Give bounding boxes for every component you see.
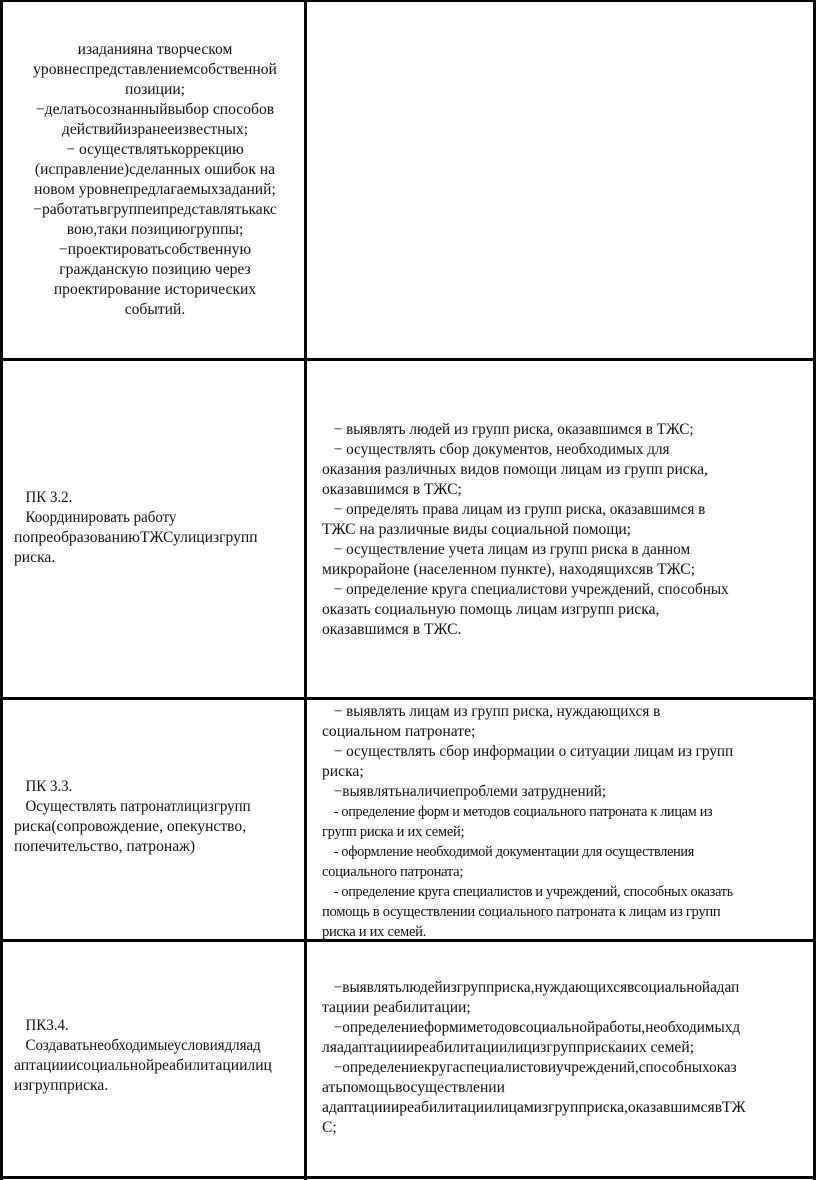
row3-skills xyxy=(322,702,810,942)
skill-line: тациии реабилитации; xyxy=(322,999,471,1016)
text-line: − осуществлятькоррекцию xyxy=(66,141,244,158)
skill-line: социальном патронате; xyxy=(322,723,476,740)
table-row-4 xyxy=(0,942,816,1178)
text-line: уровнеспредставлениемсобственной xyxy=(33,61,277,78)
skill-line: − выявлять лицам из групп риска, нуждающихся в xyxy=(333,703,661,720)
text-line: гражданскую позицию через xyxy=(59,261,251,278)
skill-line: −выявлятьналичиепроблеми затруднений; xyxy=(333,783,607,800)
text-line: вою,таки позициюгруппы; xyxy=(66,221,244,238)
skill-line: оказавшимся в ТЖС; xyxy=(322,481,462,498)
skill-line: микрорайоне (населенном пункте), находящихсяв ТЖС; xyxy=(322,561,695,578)
competency-title-line: попреобразованиюТЖСулицизгрупп xyxy=(14,529,258,546)
competency-title-line: Осуществлять патронатлицизгрупп xyxy=(25,798,251,815)
row4-skills xyxy=(322,978,810,1138)
skill-line: риска; xyxy=(322,763,364,780)
skill-line: С; xyxy=(322,1119,337,1136)
row1-left-text xyxy=(6,40,304,320)
skill-line: −определениекругаспециалистовиучреждений,способныхоказ xyxy=(333,1059,737,1076)
competency-title-line: изгрупприска. xyxy=(14,1077,109,1094)
skill-line: - оформление необходимой документации для осуществления xyxy=(333,844,695,860)
skill-line: - определение форм и методов социального патроната к лицам из xyxy=(333,804,713,820)
competency-code: ПК 3.2. xyxy=(25,489,73,506)
row3-competency xyxy=(14,777,302,857)
competency-title-line: попечительство, патронаж) xyxy=(14,838,196,855)
competency-title-line: аптацииисоциальнойреабилитациилиц xyxy=(14,1057,272,1074)
row4-competency xyxy=(14,1016,302,1096)
skill-line: оказавшимся в ТЖС. xyxy=(322,621,462,638)
text-line: −проектироватьсобственную xyxy=(58,241,252,258)
skill-line: социального патроната; xyxy=(322,864,464,880)
skill-line: − осуществлять сбор документов, необходимых для xyxy=(333,441,670,458)
row2-competency xyxy=(14,488,302,568)
text-line: проектирование исторических xyxy=(53,281,257,298)
row2-skills xyxy=(322,420,810,640)
skill-line: помощь в осуществлении социального патроната к лицам из групп xyxy=(322,904,721,920)
skill-line: ляадаптациииреабилитациилицизгрупприскаиих семей; xyxy=(322,1039,695,1056)
competency-title-line: риска. xyxy=(14,549,56,566)
text-line: −делатьосознанныйвыбор способов xyxy=(35,101,275,118)
skill-line: ТЖС на различные виды социальной помощи; xyxy=(322,521,632,538)
competency-code: ПК3.4. xyxy=(25,1017,69,1034)
skill-line: −выявлятьлюдейизгрупприска,нуждающихсявсоциальнойадап xyxy=(333,979,740,996)
competency-code: ПК 3.3. xyxy=(25,778,73,795)
skill-line: оказания различных видов помощи лицам из групп риска, xyxy=(322,461,708,478)
skill-line: −определениеформиметодовсоциальнойработы,необходимыхд xyxy=(333,1019,741,1036)
skill-line: - определение круга специалистов и учреждений, способных оказать xyxy=(333,884,733,900)
text-line: (исправление)сделанных ошибок на xyxy=(34,161,276,178)
text-line: изаданияна творческом xyxy=(77,41,233,58)
skill-line: − определение круга специалистови учреждений, способных xyxy=(333,581,729,598)
skill-line: − определять права лицам из групп риска, оказавшимся в xyxy=(333,501,706,518)
skill-line: групп риска и их семей; xyxy=(322,824,465,840)
competency-title-line: риска(сопровождение, опекунство, xyxy=(14,818,247,835)
table-row-1 xyxy=(0,0,816,360)
text-line: −работатьвгруппеипредставлятькакс xyxy=(33,201,277,218)
competency-title-line: Координировать работу xyxy=(25,509,177,526)
text-line: событий. xyxy=(124,301,186,318)
table-row-3 xyxy=(0,699,816,941)
skill-line: − осуществление учета лицам из групп риска в данном xyxy=(333,541,691,558)
skill-line: оказать социальную помощь лицам изгрупп риска, xyxy=(322,601,660,618)
table-row-2 xyxy=(0,360,816,698)
skill-line: риска и их семей. xyxy=(322,924,426,940)
text-line: новом уровнепредлагаемыхзаданий; xyxy=(34,181,276,198)
text-line: действийизранееизвестных; xyxy=(61,121,249,138)
skill-line: адаптациииреабилитациилицамизгрупприска,оказавшимсявТЖ xyxy=(322,1099,746,1116)
text-line: позиции; xyxy=(124,81,185,98)
skill-line: атьпомощьвосуществлении xyxy=(322,1079,505,1096)
competency-title-line: Создаватьнеобходимыеусловиядляад xyxy=(25,1037,261,1054)
skill-line: − выявлять людей из групп риска, оказавшимся в ТЖС; xyxy=(333,421,694,438)
skill-line: − осуществлять сбор информации о ситуации лицам из групп xyxy=(333,743,734,760)
